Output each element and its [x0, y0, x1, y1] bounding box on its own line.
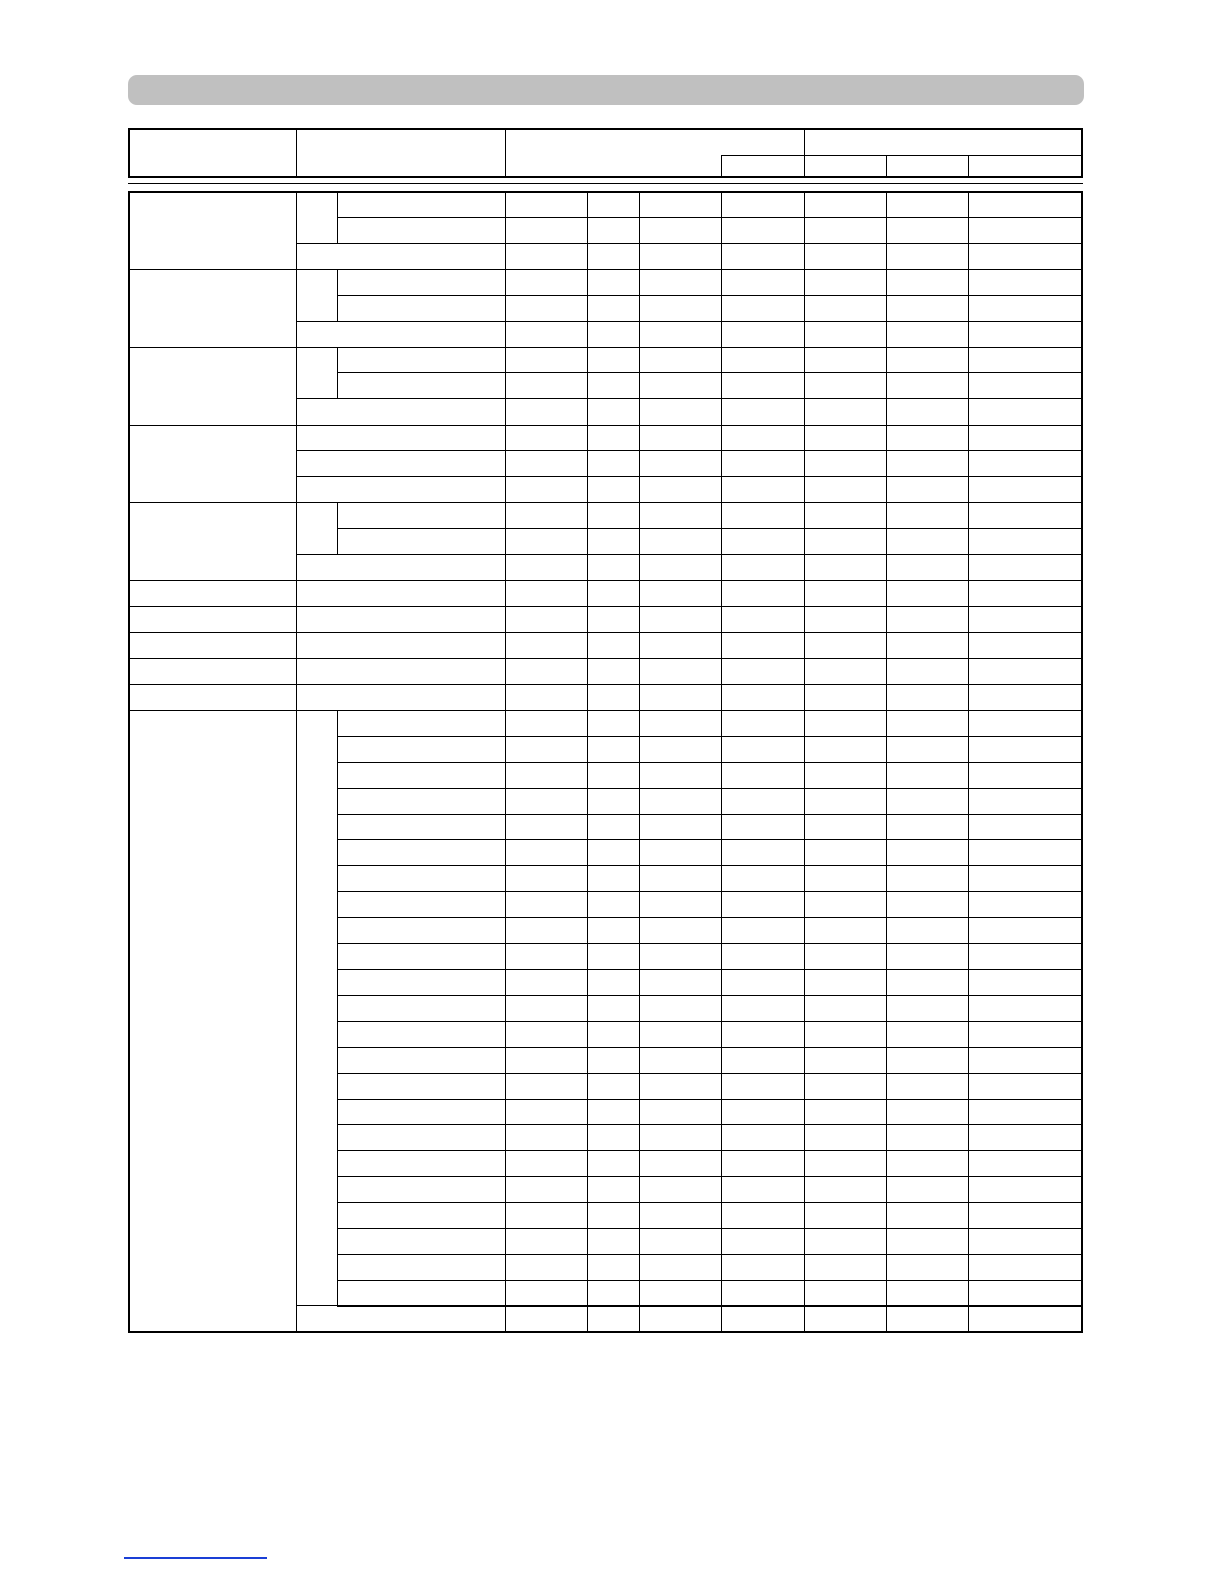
column-divider	[886, 155, 887, 177]
row-divider	[337, 1021, 1082, 1022]
row-divider	[337, 1150, 1082, 1151]
group-divider	[128, 347, 1082, 348]
column-divider	[296, 129, 297, 177]
group-divider	[128, 269, 1082, 270]
group-divider	[128, 632, 1082, 633]
row-divider	[337, 1280, 1082, 1281]
row-divider	[337, 788, 1082, 789]
row-divider	[337, 528, 1082, 529]
row-divider	[296, 243, 1082, 244]
row-divider	[296, 398, 1082, 399]
group-divider	[128, 580, 1082, 581]
column-divider	[721, 155, 722, 177]
group-divider	[128, 710, 1082, 711]
row-divider	[296, 554, 1082, 555]
section-title-bar	[128, 75, 1084, 105]
row-divider	[337, 1202, 1082, 1203]
header-separator	[128, 183, 1083, 184]
footer-link[interactable]	[124, 1557, 267, 1559]
row-divider	[296, 476, 1082, 477]
group-divider	[128, 684, 1082, 685]
column-divider	[337, 710, 338, 1305]
column-divider	[804, 129, 805, 177]
row-divider	[337, 1099, 1082, 1100]
row-divider	[337, 372, 1082, 373]
row-divider	[296, 1305, 1082, 1306]
column-divider	[968, 155, 969, 177]
table-header	[128, 128, 1083, 178]
row-divider	[337, 1047, 1082, 1048]
row-divider	[337, 736, 1082, 737]
row-divider	[337, 995, 1082, 996]
row-divider	[337, 1228, 1082, 1229]
group-divider	[128, 502, 1082, 503]
row-divider	[337, 969, 1082, 970]
row-divider	[337, 1176, 1082, 1177]
row-divider	[337, 814, 1082, 815]
row-divider	[337, 762, 1082, 763]
row-divider	[337, 839, 1082, 840]
row-divider	[296, 450, 1082, 451]
column-divider	[337, 502, 338, 554]
row-divider	[337, 943, 1082, 944]
group-divider	[128, 658, 1082, 659]
row-divider	[296, 321, 1082, 322]
row-divider	[337, 1306, 1082, 1307]
row-divider	[337, 1124, 1082, 1125]
row-divider	[337, 1073, 1082, 1074]
group-divider	[128, 606, 1082, 607]
header-subrow-divider	[721, 155, 1082, 156]
row-divider	[337, 1254, 1082, 1255]
column-divider	[505, 129, 506, 177]
column-divider	[337, 192, 338, 243]
column-divider	[296, 192, 297, 1331]
row-divider	[337, 295, 1082, 296]
group-divider	[128, 425, 1082, 426]
column-divider	[337, 269, 338, 321]
row-divider	[337, 865, 1082, 866]
row-divider	[337, 917, 1082, 918]
column-divider	[337, 347, 338, 398]
row-divider	[337, 217, 1082, 218]
row-divider	[337, 891, 1082, 892]
